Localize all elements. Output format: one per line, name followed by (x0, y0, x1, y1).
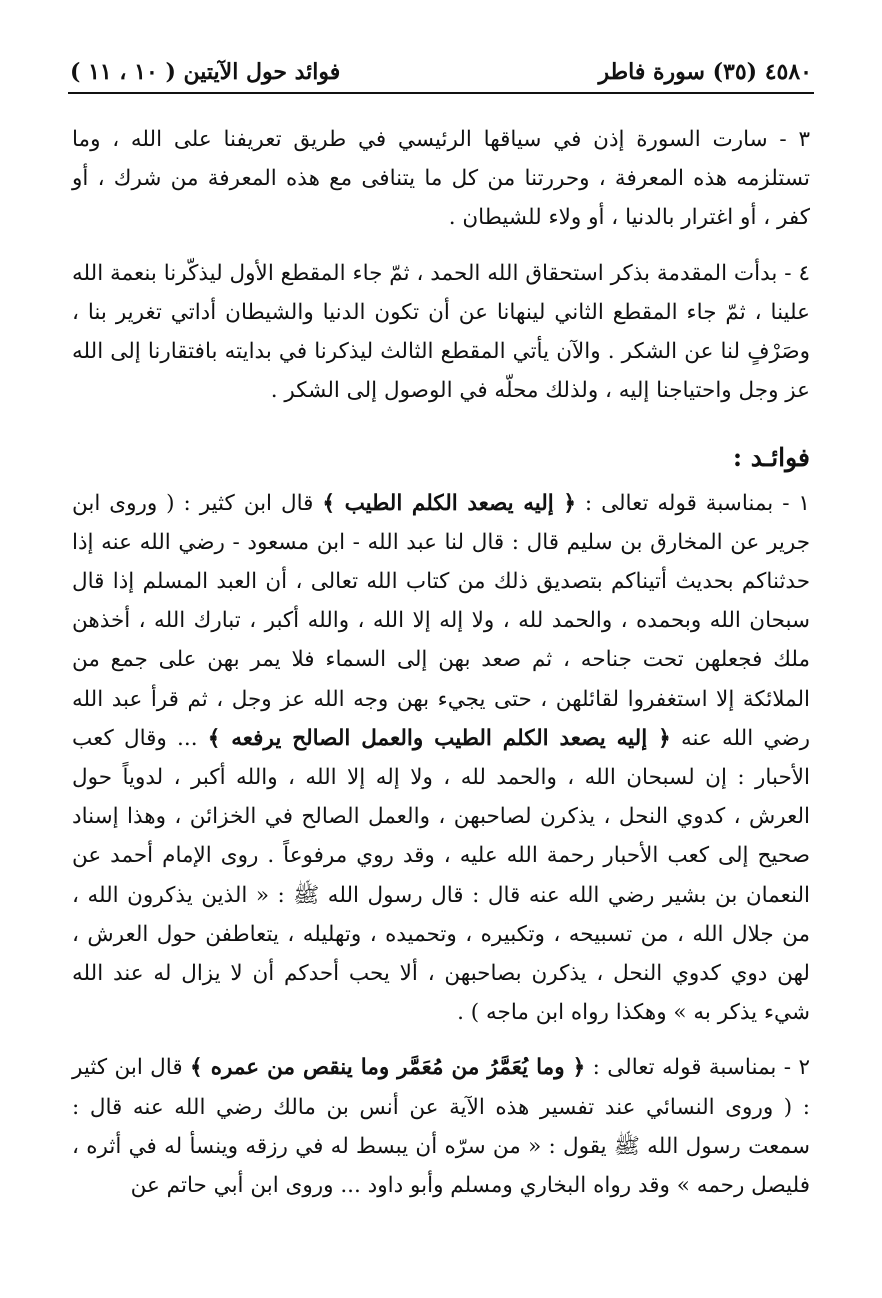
point-3-paragraph: ٣ - سارت السورة إذن في سياقها الرئيسي في طريق تعريفنا على الله ، وما تستلزمه هذه المعرفة ، وحررتنا من كل ما يتنافى مع هذه المعرفة من شرك ، أو كفر ، أو اغترار بالدنيا ، أو ولاء للشيطان . (72, 127, 810, 231)
page-body (72, 120, 810, 1205)
benefit-1-paragraph (72, 484, 810, 1033)
running-header (70, 52, 812, 92)
benefit-1-verse-full: ﴿ إليه يصعد الكلم الطيب والعمل الصالح يرفعه ﴾ (207, 725, 671, 751)
benefit-1-text-b: ... وقال كعب الأحبار : إن لسبحان الله ، والحمد لله ، ولا إله إلا الله ، والله أكبر ، لدوياً حول العرش ، كدوي النحل ، يذكرن لصاحبهن ، والعمل الصالح في الخزائن ، وهذا إسناد صحيح إلى كعب الأحبار رحمة الله عليه ، وقد روي مرفوعاً . روى الإمام أحمد عن النعمان بن بشير رضي الله عنه قال : قال رسول الله ﷺ : « الذين يذكرون الله ، من جلال الله ، من تسبيحه ، وتكبيره ، وتحميده ، وتهليله ، يتعاطفن حول العرش ، لهن دوي كدوي النحل ، يذكرن بصاحبهن ، ألا يحب أحدكم أن لا يزال له عند الله شيء يذكر به » وهكذا رواه ابن ماجه ) . (72, 725, 810, 1026)
benefit-1-text-a: قال ابن كثير : ( وروى ابن جرير عن المخارق بن سليم قال : قال لنا عبد الله - ابن مسعود - رضي الله عنه إذا حدثناكم بحديث أتيناكم بتصديق ذلك من كتاب الله تعالى ، أن العبد المسلم إذا قال سبحان الله وبحمده ، والحمد لله ، ولا إله إلا الله ، والله أكبر ، تبارك الله ، أخذهن ملك فجعلهن تحت جناحه ، ثم صعد بهن إلى السماء فلا يمر بهن على جمع من الملائكة إلا استغفروا لقائلهن ، حتى يجيء بهن وجه الله عز وجل ، ثم قرأ عبد الله رضي الله عنه (72, 490, 810, 751)
header-page-and-surah: ٤٥٨٠ (٣٥) سورة فاطر (598, 59, 812, 85)
header-section-title: فوائد حول الآيتين ( ١٠ ، ١١ ) (70, 59, 341, 85)
point-4-paragraph: ٤ - بدأت المقدمة بذكر استحقاق الله الحمد ، ثمّ جاء المقطع الأول ليذكّرنا بنعمة الله علينا ، ثمّ جاء المقطع الثاني لينهانا عن أن تكون الدنيا والشيطان أداتي تغرير بنا ، وصَرْفٍ لنا عن الشكر . والآن يأتي المقطع الثالث ليذكرنا في بدايته بافتقارنا إلى الله عز وجل واحتياجنا إليه ، ولذلك محلّه في الوصول إلى الشكر . (72, 260, 810, 404)
fawaid-heading: فوائـد : (732, 443, 810, 473)
benefit-2-intro: ٢ - بمناسبة قوله تعالى : (592, 1055, 810, 1081)
benefit-1-intro: ١ - بمناسبة قوله تعالى : (584, 490, 810, 516)
benefit-2-paragraph (72, 1048, 810, 1205)
header-divider (68, 92, 814, 94)
benefit-1-verse: ﴿ إليه يصعد الكلم الطيب ﴾ (322, 490, 576, 516)
benefit-2-verse: ﴿ وما يُعَمَّرُ من مُعَمَّر وما ينقص من عمره ﴾ (190, 1055, 586, 1081)
benefit-2-text: قال ابن كثير : ( وروى النسائي عند تفسير هذه الآية عن أنس بن مالك رضي الله عنه قال : سمعت رسول الله ﷺ يقول : « من سرّه أن يبسط له في رزقه وينسأ له في أثره ، فليصل رحمه » وقد رواه البخاري ومسلم وأبو داود ... وروى ابن أبي حاتم عن (72, 1055, 810, 1199)
